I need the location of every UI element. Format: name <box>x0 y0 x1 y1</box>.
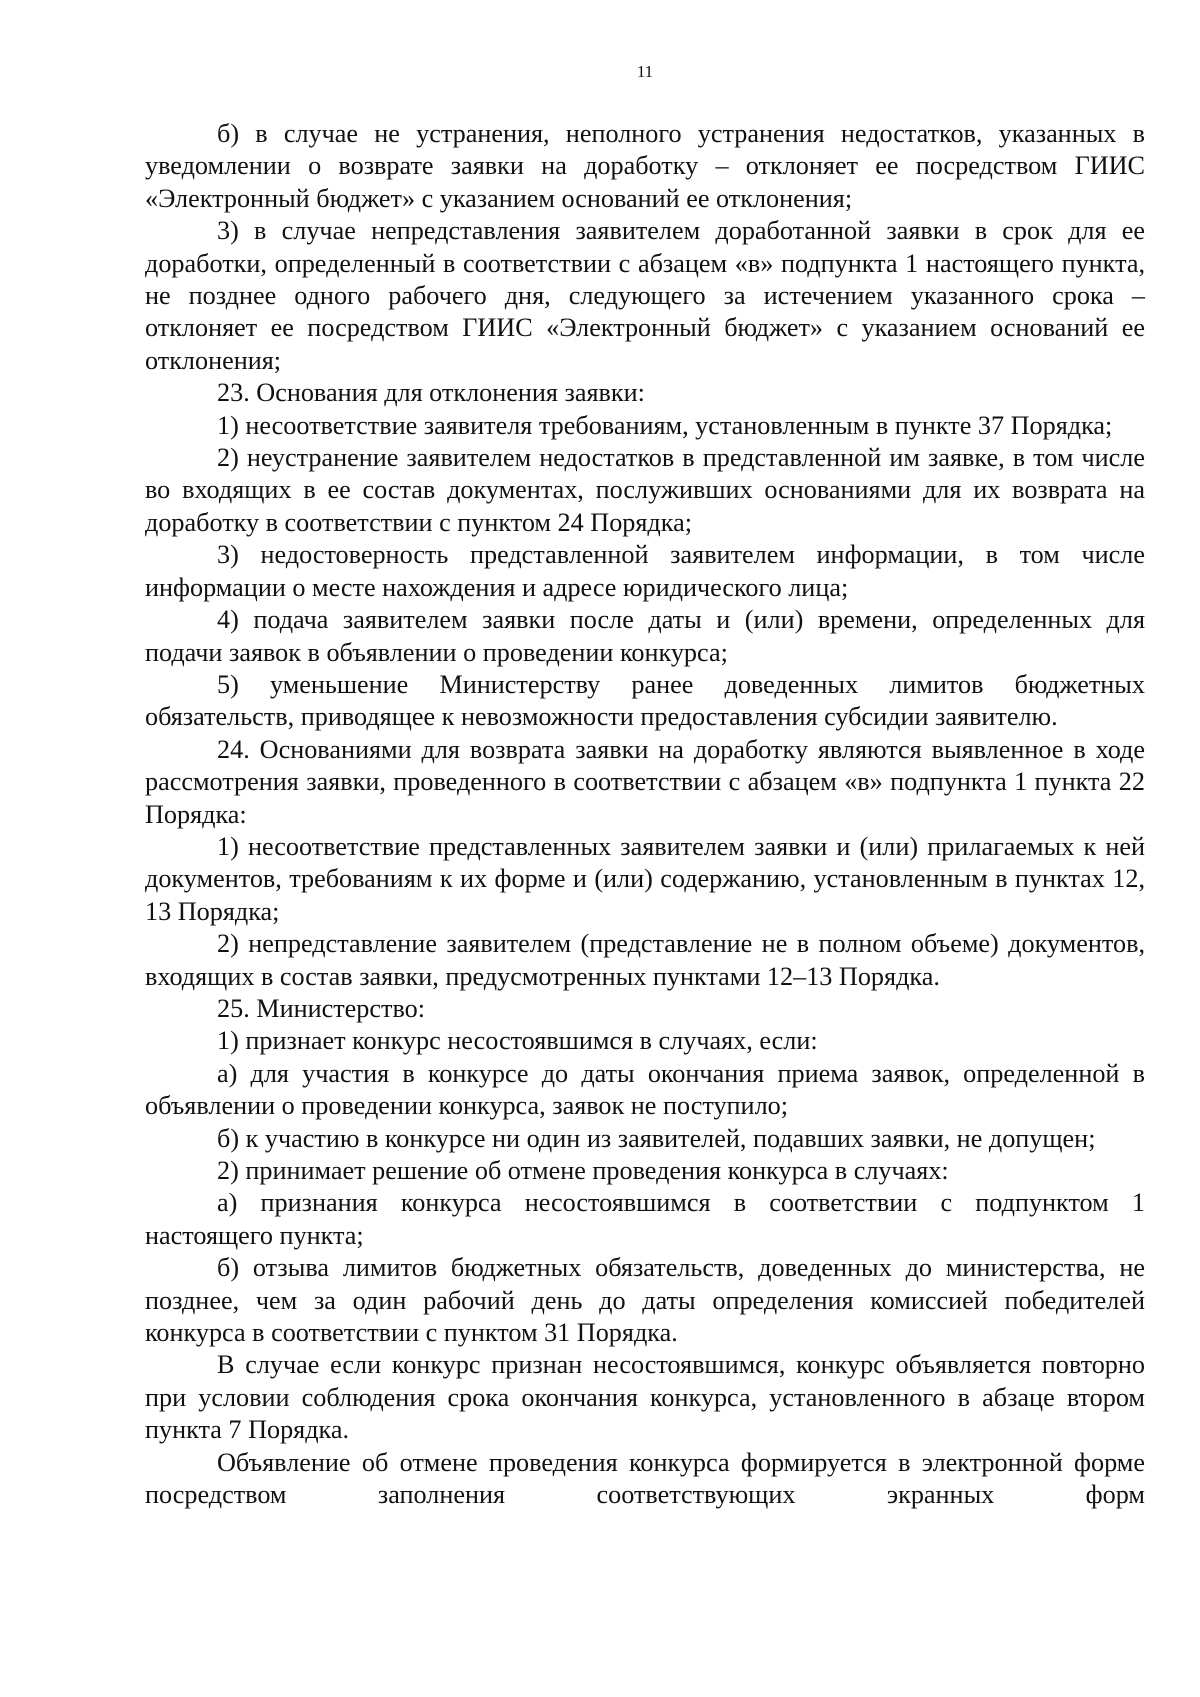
paragraph: 24. Основаниями для возврата заявки на доработку являются выявленное в ходе рассмотрения заявки, проведенного в соответствии с абзацем «в» подпункта 1 пункта 22 Порядка: <box>145 734 1145 829</box>
paragraph: Объявление об отмене проведения конкурса формируется в электронной форме посредством заполнения соответствующих экранных форм <box>145 1447 1145 1510</box>
paragraph: 1) несоответствие заявителя требованиям, установленным в пункте 37 Порядка; <box>217 410 1113 440</box>
paragraph: 2) принимает решение об отмене проведения конкурса в случаях: <box>217 1156 949 1185</box>
paragraph: 1) признает конкурс несостоявшимся в случаях, если: <box>217 1026 818 1056</box>
document-page <box>145 62 1145 1511</box>
paragraph: 1) несоответствие представленных заявителем заявки и (или) прилагаемых к ней документов, требованиям к их форме и (или) содержанию, установленным в пунктах 12, 13 Порядка; <box>145 831 1145 926</box>
paragraph: 23. Основания для отклонения заявки: <box>217 378 645 408</box>
paragraph: б) отзыва лимитов бюджетных обязательств, доведенных до министерства, не позднее, чем за один рабочий день до даты определения комиссией победителей конкурса в соответствии с пунктом 31 Порядка. <box>145 1253 1145 1348</box>
paragraph: 3) недостоверность представленной заявителем информации, в том числе информации о месте нахождения и адресе юридического лица; <box>145 540 1145 602</box>
paragraph: б) в случае не устранения, неполного устранения недостатков, указанных в уведомлении о возврате заявки на доработку – отклоняет ее посредством ГИИС «Электронный бюджет» с указанием оснований ее отклонения; <box>145 119 1145 213</box>
paragraph: В случае если конкурс признан несостоявшимся, конкурс объявляется повторно при условии соблюдения срока окончания конкурса, установленного в абзаце втором пункта 7 Порядка. <box>145 1350 1145 1445</box>
paragraph: 2) неустранение заявителем недостатков в представленной им заявке, в том числе во входящих в ее состав документах, послуживших основаниями для их возврата на доработку в соответствии с пунктом 24 Порядка; <box>145 443 1145 537</box>
paragraph: а) для участия в конкурсе до даты окончания приема заявок, определенной в объявлении о проведении конкурса, заявок не поступило; <box>145 1058 1145 1121</box>
paragraph: 2) непредставление заявителем (представление не в полном объеме) документов, входящих в состав заявки, предусмотренных пунктами 12–13 Порядка. <box>145 929 1145 991</box>
paragraph: а) признания конкурса несостоявшимся в соответствии с подпунктом 1 настоящего пункта; <box>145 1188 1145 1250</box>
paragraph: 4) подача заявителем заявки после даты и (или) времени, определенных для подачи заявок в объявлении о проведении конкурса; <box>145 605 1145 667</box>
document-body <box>145 118 1145 1511</box>
paragraph: 5) уменьшение Министерству ранее доведенных лимитов бюджетных обязательств, приводящее к невозможности предоставления субсидии заявителю. <box>145 669 1145 732</box>
paragraph: б) к участию в конкурсе ни один из заявителей, подавших заявки, не допущен; <box>217 1123 1096 1153</box>
paragraph: 3) в случае непредставления заявителем доработанной заявки в срок для ее доработки, определенный в соответствии с абзацем «в» подпункта 1 настоящего пункта, не позднее одного рабочего дня, следующего за истечением указанного срока – отклоняет ее посредством ГИИС «Электронный бюджет» с указанием оснований ее отклонения; <box>145 216 1145 375</box>
paragraph: 25. Министерство: <box>217 993 426 1023</box>
page-number: 11 <box>636 62 654 81</box>
